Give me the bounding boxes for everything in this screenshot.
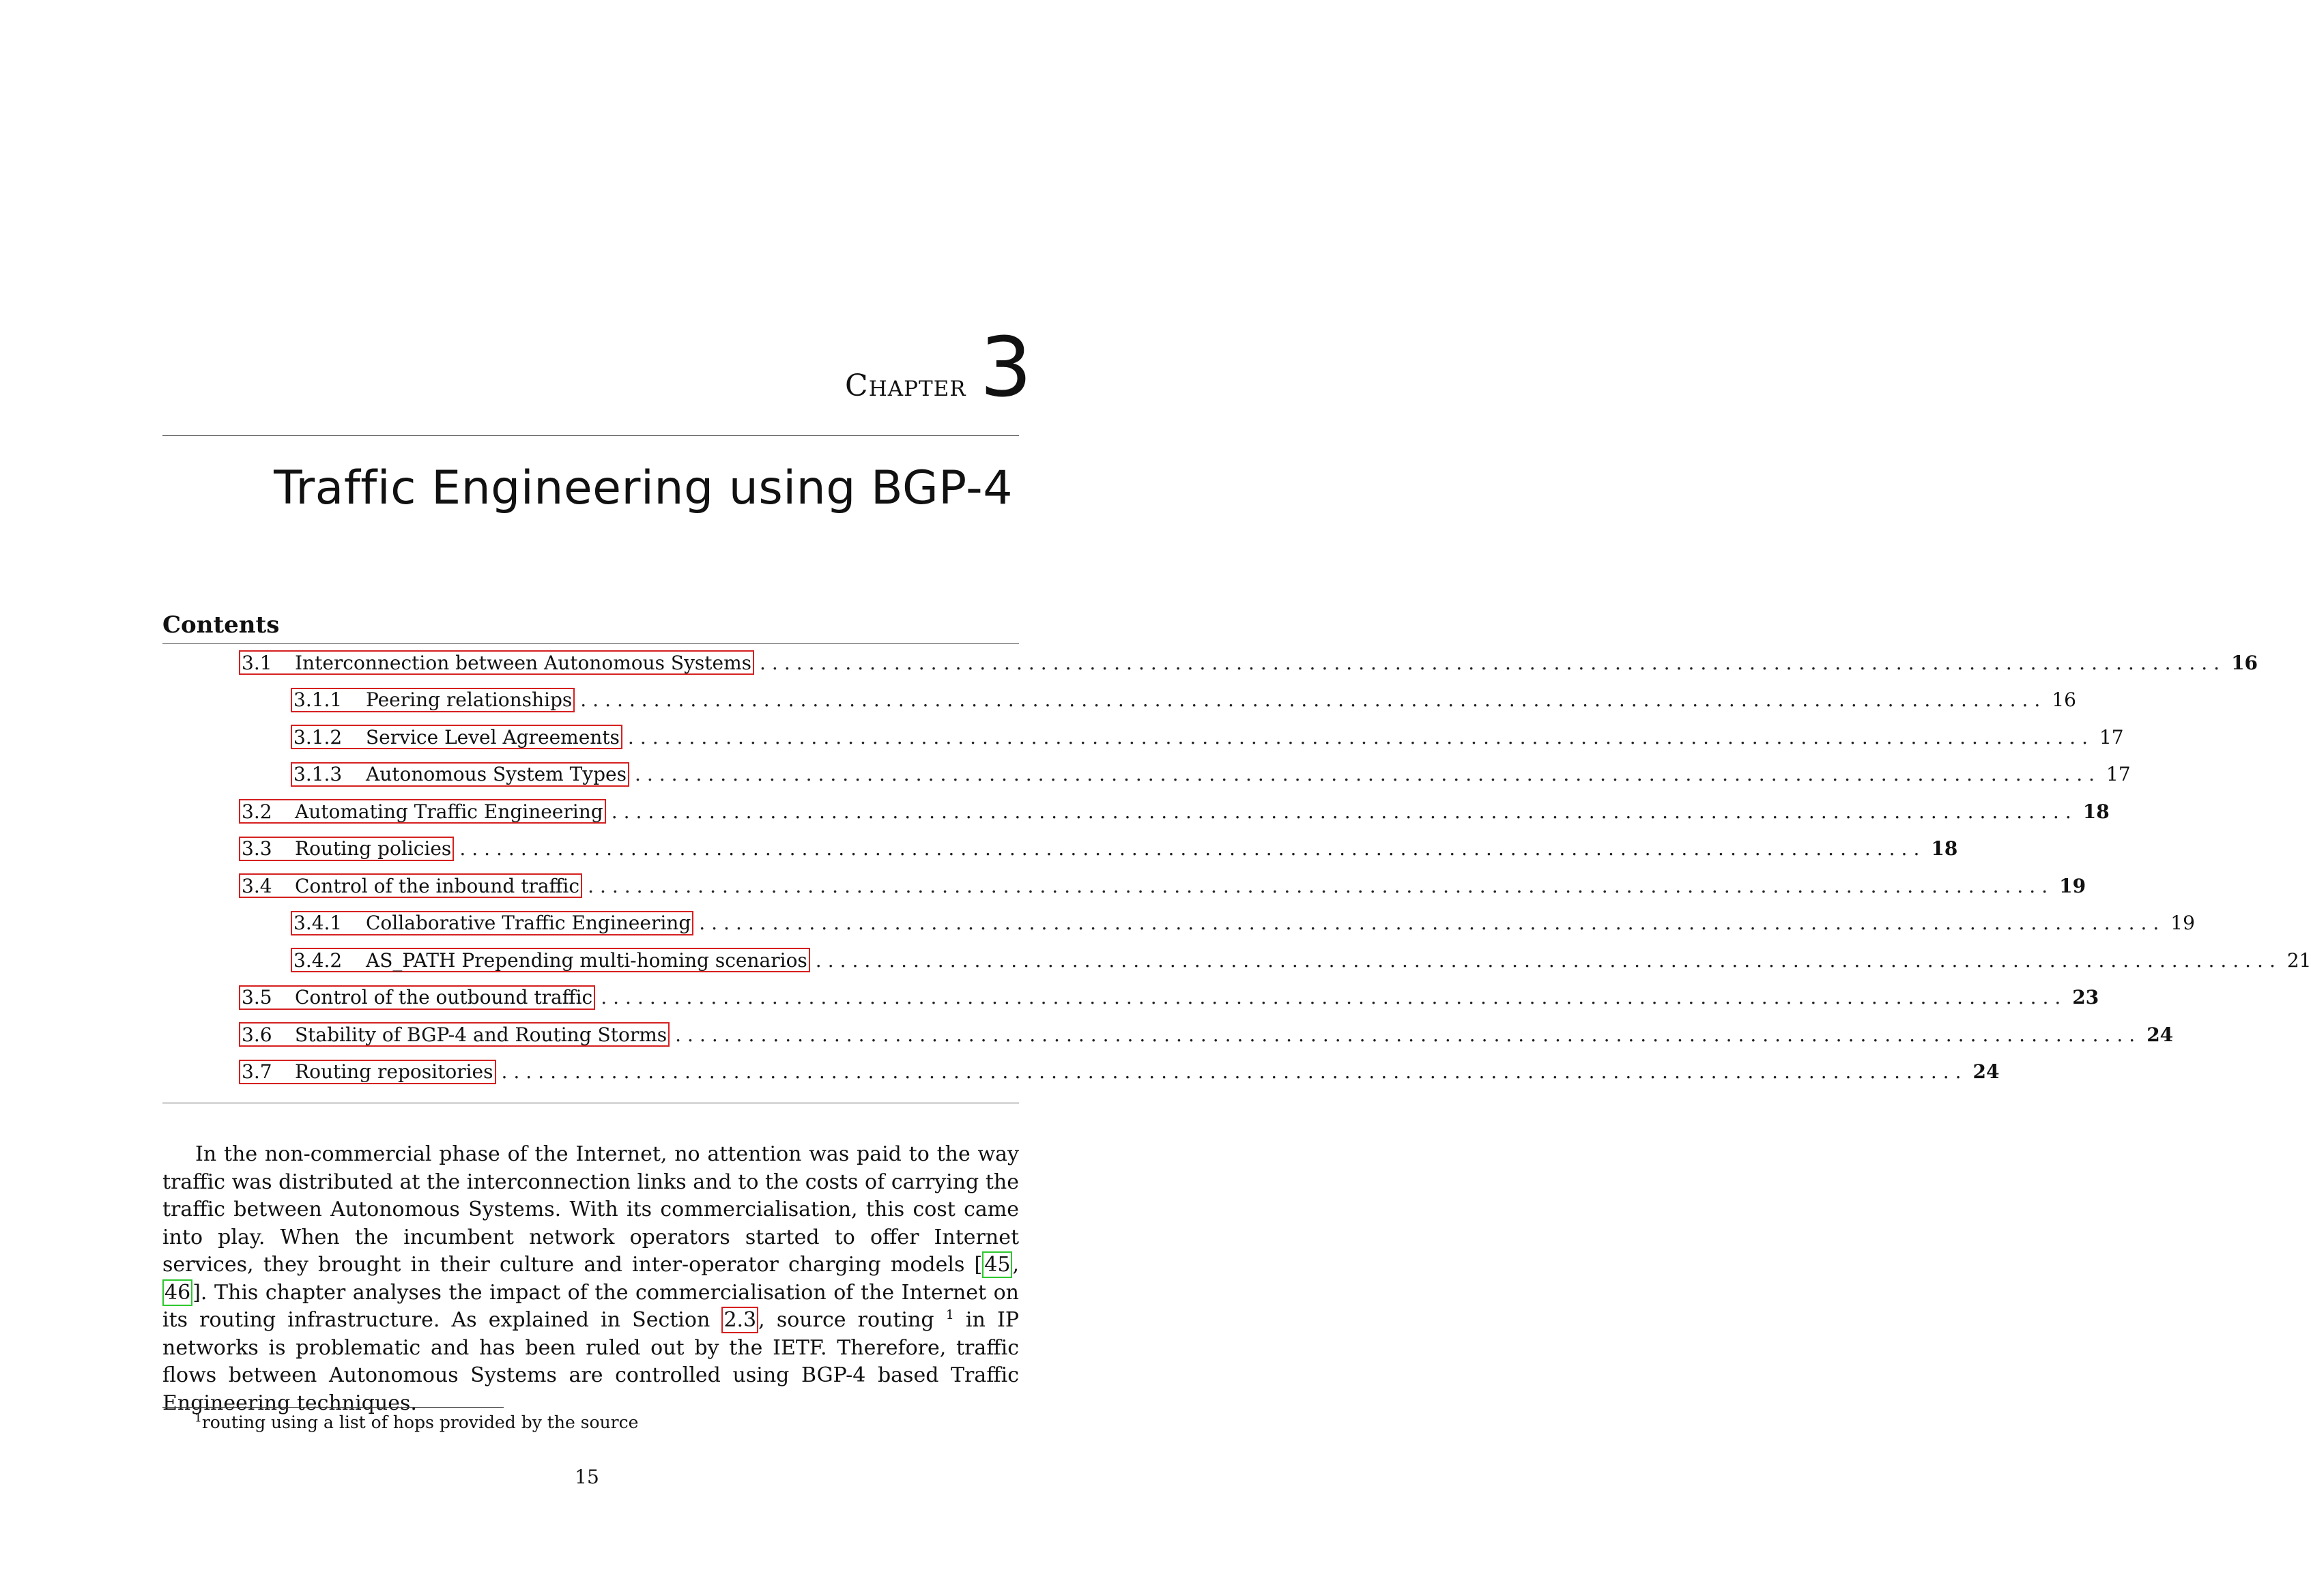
toc-leader-dots: ........................................................................................................................ [611,800,2078,823]
toc-page-number[interactable]: 21 [2286,948,2311,972]
footnote [195,1412,638,1432]
body-text-3: , source routing [758,1308,946,1332]
contents-heading: Contents [162,611,280,639]
toc-title: Collaborative Traffic Engineering [366,912,691,934]
toc-page-number[interactable]: 16 [2231,651,2258,674]
toc-number: 3.5 [242,986,272,1009]
contents-top-rule [162,643,1019,644]
toc-link[interactable] [239,1022,670,1047]
toc-title: Control of the inbound traffic [295,874,580,897]
toc-link[interactable] [239,650,754,675]
toc-link[interactable] [239,1060,496,1084]
body-text-4: in IP networks is problematic and has been ruled out by the IETF. Therefore, traffic flows between Autonomous Systems are controlled using BGP-4 based Traffic Engineering techniques. [162,1308,1020,1415]
chapter-rule [162,435,1019,436]
toc-title: Interconnection between Autonomous Systems [295,651,752,674]
toc-title: Stability of BGP-4 and Routing Storms [295,1023,668,1046]
toc-number: 3.1 [242,651,272,674]
toc-link[interactable] [239,799,606,824]
footnote-mark: 1 [195,1411,202,1425]
toc-leader-dots: ........................................................................................................................ [699,912,2166,934]
toc-entry[interactable] [162,649,2258,676]
toc-number: 3.4.2 [293,948,343,972]
toc-leader-dots: ........................................................................................................................ [760,651,2226,674]
chapter-label [845,321,1032,416]
toc-title: Routing policies [295,837,452,860]
toc-title: Automating Traffic Engineering [295,800,603,823]
toc-number: 3.7 [242,1060,272,1083]
toc-number: 3.6 [242,1023,272,1046]
toc-leader-dots: ........................................................................................................................ [815,948,2282,972]
page-number: 15 [575,1466,599,1488]
toc-leader-dots: ........................................................................................................................ [627,725,2094,749]
toc-page-number[interactable]: 16 [2052,688,2076,711]
toc-entry[interactable] [162,686,2076,714]
toc-link[interactable] [239,837,454,861]
toc-title: AS_PATH Prepending multi-homing scenarios [366,948,807,972]
toc-title: Service Level Agreements [366,725,620,749]
footnote-rule [162,1407,504,1408]
toc-entry[interactable] [162,1021,2174,1048]
toc-leader-dots: ........................................................................................................................ [580,688,2047,711]
toc-number: 3.1.1 [293,688,343,711]
citation-link-46[interactable]: 46 [162,1279,192,1306]
toc-leader-dots: ........................................................................................................................ [601,986,2067,1009]
footnote-marker[interactable]: 1 [945,1307,954,1322]
toc-page-number[interactable]: 19 [2170,912,2195,934]
toc-link[interactable] [291,911,693,935]
toc-page-number[interactable]: 24 [2147,1023,2174,1046]
toc-link[interactable] [239,985,595,1010]
toc-leader-dots: ........................................................................................................................ [588,874,2054,897]
toc-page-number[interactable]: 19 [2059,874,2086,897]
chapter-number: 3 [979,321,1032,416]
toc-entry[interactable] [162,984,2099,1011]
toc-page-number[interactable]: 17 [2106,763,2131,785]
chapter-word: Chapter [845,368,966,403]
citation-link-45[interactable]: 45 [982,1251,1012,1278]
toc-number: 3.1.3 [293,763,343,785]
toc-page-number[interactable]: 18 [2082,800,2110,823]
toc-title: Peering relationships [366,688,573,711]
toc-leader-dots: ........................................................................................................................ [675,1023,2142,1046]
citation: [ 45 , 46 ] [162,1251,1019,1306]
toc-entry[interactable] [162,761,2131,788]
section-ref-link[interactable]: 2.3 [721,1307,758,1333]
toc-title: Routing repositories [295,1060,493,1083]
toc-entry[interactable] [162,798,2110,825]
toc-page-number[interactable]: 17 [2099,725,2124,749]
toc-link[interactable] [239,873,582,898]
toc-link[interactable] [291,762,629,787]
toc-title: Autonomous System Types [366,763,627,785]
toc-title: Control of the outbound traffic [295,986,593,1009]
toc-link[interactable] [291,688,575,712]
chapter-title: Traffic Engineering using BGP-4 [274,461,1013,515]
toc-entry[interactable] [162,835,1958,862]
toc-leader-dots: ........................................................................................................................ [459,837,1926,860]
toc-entry[interactable] [162,1058,2000,1086]
toc-page-number[interactable]: 24 [1972,1060,2000,1083]
toc-number: 3.4.1 [293,912,343,934]
toc-number: 3.2 [242,800,272,823]
toc-entry[interactable] [162,872,2086,899]
toc-number: 3.1.2 [293,725,343,749]
toc-link[interactable] [291,948,810,972]
toc-leader-dots: ........................................................................................................................ [501,1060,1968,1083]
toc-page-number[interactable]: 23 [2072,986,2099,1009]
body-text-2: . This chapter analyses the impact of the commercialisation of the Internet on its routing infrastructure. As explained in Section [162,1280,1019,1332]
body-paragraph [162,1141,1019,1417]
toc-link[interactable] [291,725,622,749]
toc-entry[interactable] [162,910,2195,937]
toc-page-number[interactable]: 18 [1931,837,1958,860]
toc-number: 3.4 [242,874,272,897]
toc-number: 3.3 [242,837,272,860]
footnote-text: routing using a list of hops provided by the source [201,1412,639,1432]
toc-leader-dots: ........................................................................................................................ [634,763,2101,785]
body-text-1: In the non-commercial phase of the Internet, no attention was paid to the way traffic was distributed at the interconnection links and to the costs of carrying the traffic between Autonomous Systems. With its commercialisation, this cost came into play. When the incumbent network operators started to offer Internet services, they brought in their culture and inter-operator charging models [162,1142,1019,1277]
toc-entry[interactable] [162,723,2124,751]
toc-entry[interactable] [162,946,2311,974]
